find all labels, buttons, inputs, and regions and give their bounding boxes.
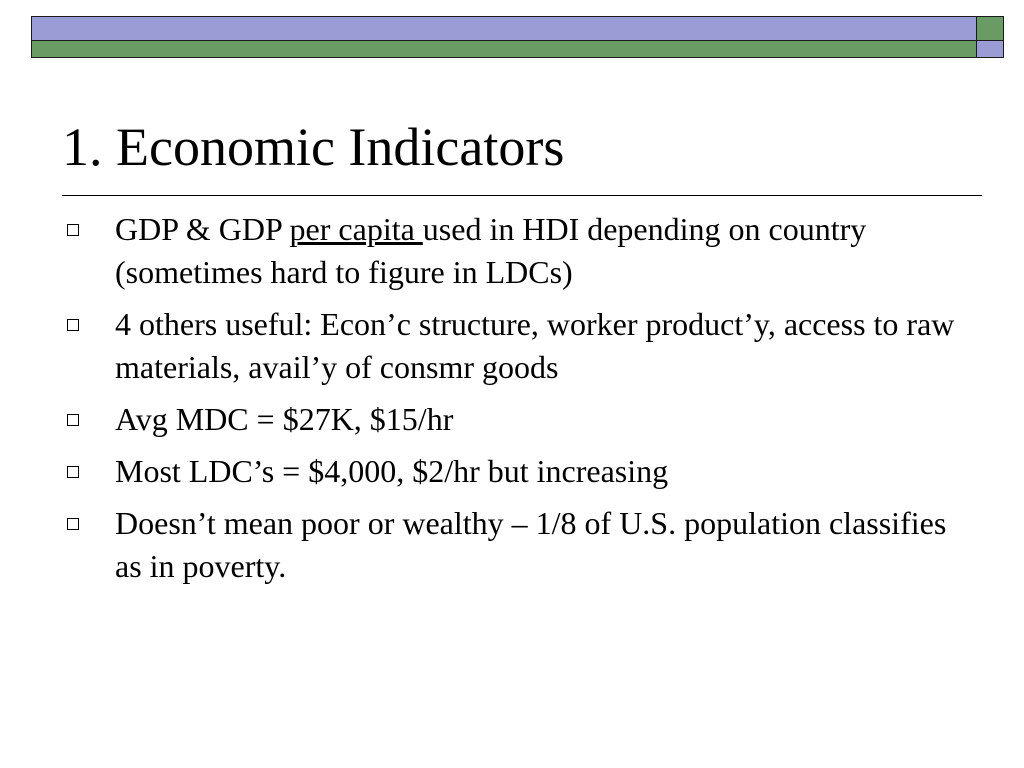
bullet-text: Most LDC’s = $4,000, $2/hr but increasing bbox=[115, 453, 669, 489]
bullet-item bbox=[62, 450, 962, 493]
bullet-text: 4 others useful: Econ’c structure, worker product’y, access to raw materials, avail’y of consmr goods bbox=[115, 306, 955, 385]
header-band-green bbox=[31, 41, 977, 58]
hollow-square-bullet-icon bbox=[67, 466, 79, 478]
bullet-item bbox=[62, 398, 962, 441]
bullet-text: Avg MDC = $27K, $15/hr bbox=[115, 401, 454, 437]
bullet-item bbox=[62, 502, 962, 588]
header-square-green bbox=[977, 16, 1004, 41]
title-divider bbox=[62, 195, 982, 196]
bullet-text-post: used in HDI depending on country (sometimes hard to figure in LDCs) bbox=[115, 211, 867, 290]
bullet-list bbox=[62, 208, 962, 597]
bullet-text-underlined: per capita bbox=[289, 211, 423, 247]
hollow-square-bullet-icon bbox=[67, 414, 79, 426]
bullet-item bbox=[62, 303, 962, 389]
hollow-square-bullet-icon bbox=[67, 224, 79, 236]
header-band-purple bbox=[31, 16, 977, 41]
hollow-square-bullet-icon bbox=[67, 518, 79, 530]
bullet-text-pre: GDP & GDP bbox=[115, 211, 290, 247]
bullet-text: Doesn’t mean poor or wealthy – 1/8 of U.S. population classifies as in poverty. bbox=[115, 505, 947, 584]
bullet-item bbox=[62, 208, 962, 294]
hollow-square-bullet-icon bbox=[67, 319, 79, 331]
slide-title: 1. Economic Indicators bbox=[62, 117, 565, 177]
header-square-purple bbox=[977, 41, 1004, 58]
